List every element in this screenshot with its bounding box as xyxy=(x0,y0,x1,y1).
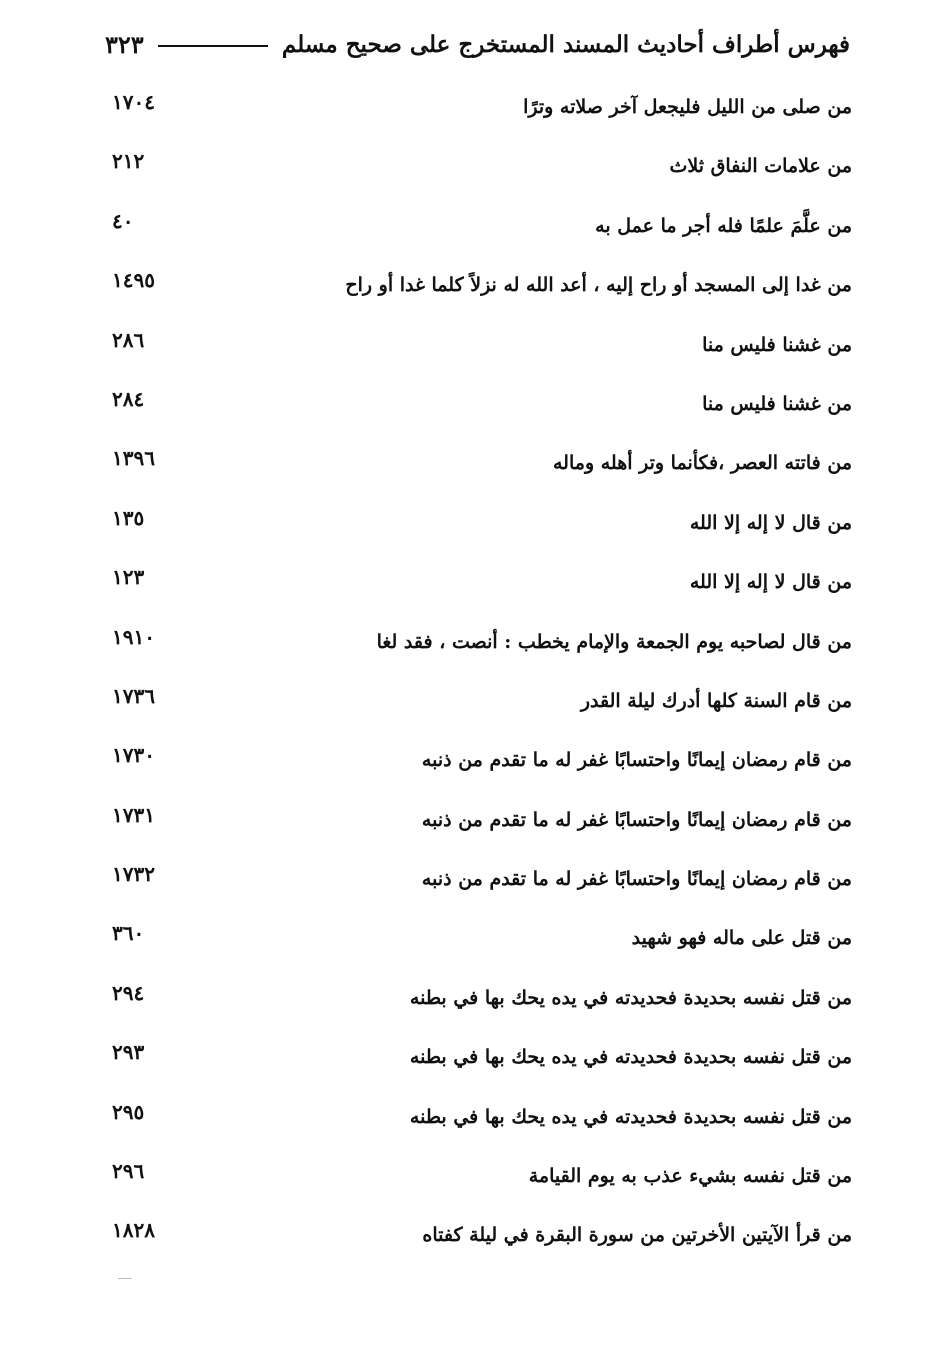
index-entry xyxy=(100,209,852,268)
index-entry xyxy=(100,803,852,862)
page-number: ٣٢٣ xyxy=(105,29,144,59)
index-entry xyxy=(100,862,852,921)
hadith-number: ٢٩٤ xyxy=(112,980,145,1005)
hadith-number: ١٧٣٢ xyxy=(112,862,155,887)
hadith-number: ١٣٥ xyxy=(112,505,145,530)
hadith-text: من قام السنة كلها أدرك ليلة القدر xyxy=(580,689,852,712)
hadith-text: من قتل نفسه بحديدة فحديدته في يده يحك بها في بطنه xyxy=(409,1105,852,1128)
index-entry xyxy=(100,684,852,743)
index-entry xyxy=(100,506,852,565)
hadith-text: من علامات النفاق ثلاث xyxy=(669,155,852,178)
hadith-text: من فاتته العصر ،فكأنما وتر أهله وماله xyxy=(553,452,852,475)
hadith-number: ١٤٩٥ xyxy=(112,268,155,293)
hadith-number: ٤٠ xyxy=(112,208,134,233)
hadith-text: من قرأ الآيتين الأخرتين من سورة البقرة في ليلة كفتاه xyxy=(422,1224,852,1247)
hadith-text: من غدا إلى المسجد أو راح إليه ، أعد الله له نزلاً كلما غدا أو راح xyxy=(345,274,852,297)
hadith-text: من قام رمضان إيمانًا واحتسابًا غفر له ما تقدم من ذنبه xyxy=(421,808,852,831)
index-entry xyxy=(100,1159,852,1218)
index-entry xyxy=(100,625,852,684)
index-entry xyxy=(100,328,852,387)
footer-mark xyxy=(118,1278,132,1279)
index-entry xyxy=(100,387,852,446)
index-entry xyxy=(100,1100,852,1159)
hadith-number: ١٧٣٠ xyxy=(112,743,155,768)
index-entry xyxy=(100,90,852,149)
hadith-number: ٢٨٤ xyxy=(112,386,145,411)
hadith-number: ٣٦٠ xyxy=(112,921,145,946)
hadith-number: ١٢٣ xyxy=(112,565,145,590)
hadith-number: ١٧٣١ xyxy=(112,802,155,827)
hadith-text: من قال لا إله إلا الله xyxy=(689,511,852,534)
index-entry xyxy=(100,446,852,505)
hadith-text: من صلى من الليل فليجعل آخر صلاته وترًا xyxy=(523,96,852,118)
hadith-number: ٢٩٥ xyxy=(112,1099,145,1124)
hadith-text: من قتل على ماله فهو شهيد xyxy=(631,927,852,950)
index-entry xyxy=(100,1040,852,1099)
hadith-number: ٢١٢ xyxy=(112,149,145,174)
hadith-text: من قام رمضان إيمانًا واحتسابًا غفر له ما تقدم من ذنبه xyxy=(421,868,852,891)
index-entry xyxy=(100,565,852,624)
hadith-number: ١٧٠٤ xyxy=(112,90,155,114)
hadith-text: من قتل نفسه بحديدة فحديدته في يده يحك بها في بطنه xyxy=(409,986,852,1009)
page-title: فهرس أطراف أحاديث المسند المستخرج على صحيح مسلم xyxy=(281,30,850,58)
index-entry xyxy=(100,149,852,208)
hadith-text: من قال لا إله إلا الله xyxy=(689,571,852,594)
hadith-text: من قتل نفسه بحديدة فحديدته في يده يحك بها في بطنه xyxy=(409,1046,852,1069)
hadith-text: من قام رمضان إيمانًا واحتسابًا غفر له ما تقدم من ذنبه xyxy=(421,749,852,772)
index-entry xyxy=(100,268,852,327)
hadith-number: ١٧٣٦ xyxy=(112,683,155,708)
page-header xyxy=(105,22,850,66)
index-entry xyxy=(100,921,852,980)
index-entry xyxy=(100,1218,852,1277)
hadith-number: ٢٩٣ xyxy=(112,1040,145,1065)
hadith-number: ١٩١٠ xyxy=(112,624,155,649)
hadith-text: من غشنا فليس منا xyxy=(702,392,852,415)
hadith-number: ١٣٩٦ xyxy=(112,446,155,471)
index-entry xyxy=(100,743,852,802)
index-entries xyxy=(100,90,852,1278)
header-rule xyxy=(158,45,268,47)
hadith-text: من علَّمَ علمًا فله أجر ما عمل به xyxy=(595,214,852,237)
hadith-number: ٢٨٦ xyxy=(112,327,145,352)
index-entry xyxy=(100,981,852,1040)
hadith-number: ١٨٢٨ xyxy=(112,1218,155,1243)
hadith-number: ٢٩٦ xyxy=(112,1159,145,1184)
hadith-text: من قال لصاحبه يوم الجمعة والإمام يخطب : أنصت ، فقد لغا xyxy=(376,630,852,653)
hadith-text: من غشنا فليس منا xyxy=(702,333,852,356)
hadith-text: من قتل نفسه بشيء عذب به يوم القيامة xyxy=(528,1165,852,1188)
